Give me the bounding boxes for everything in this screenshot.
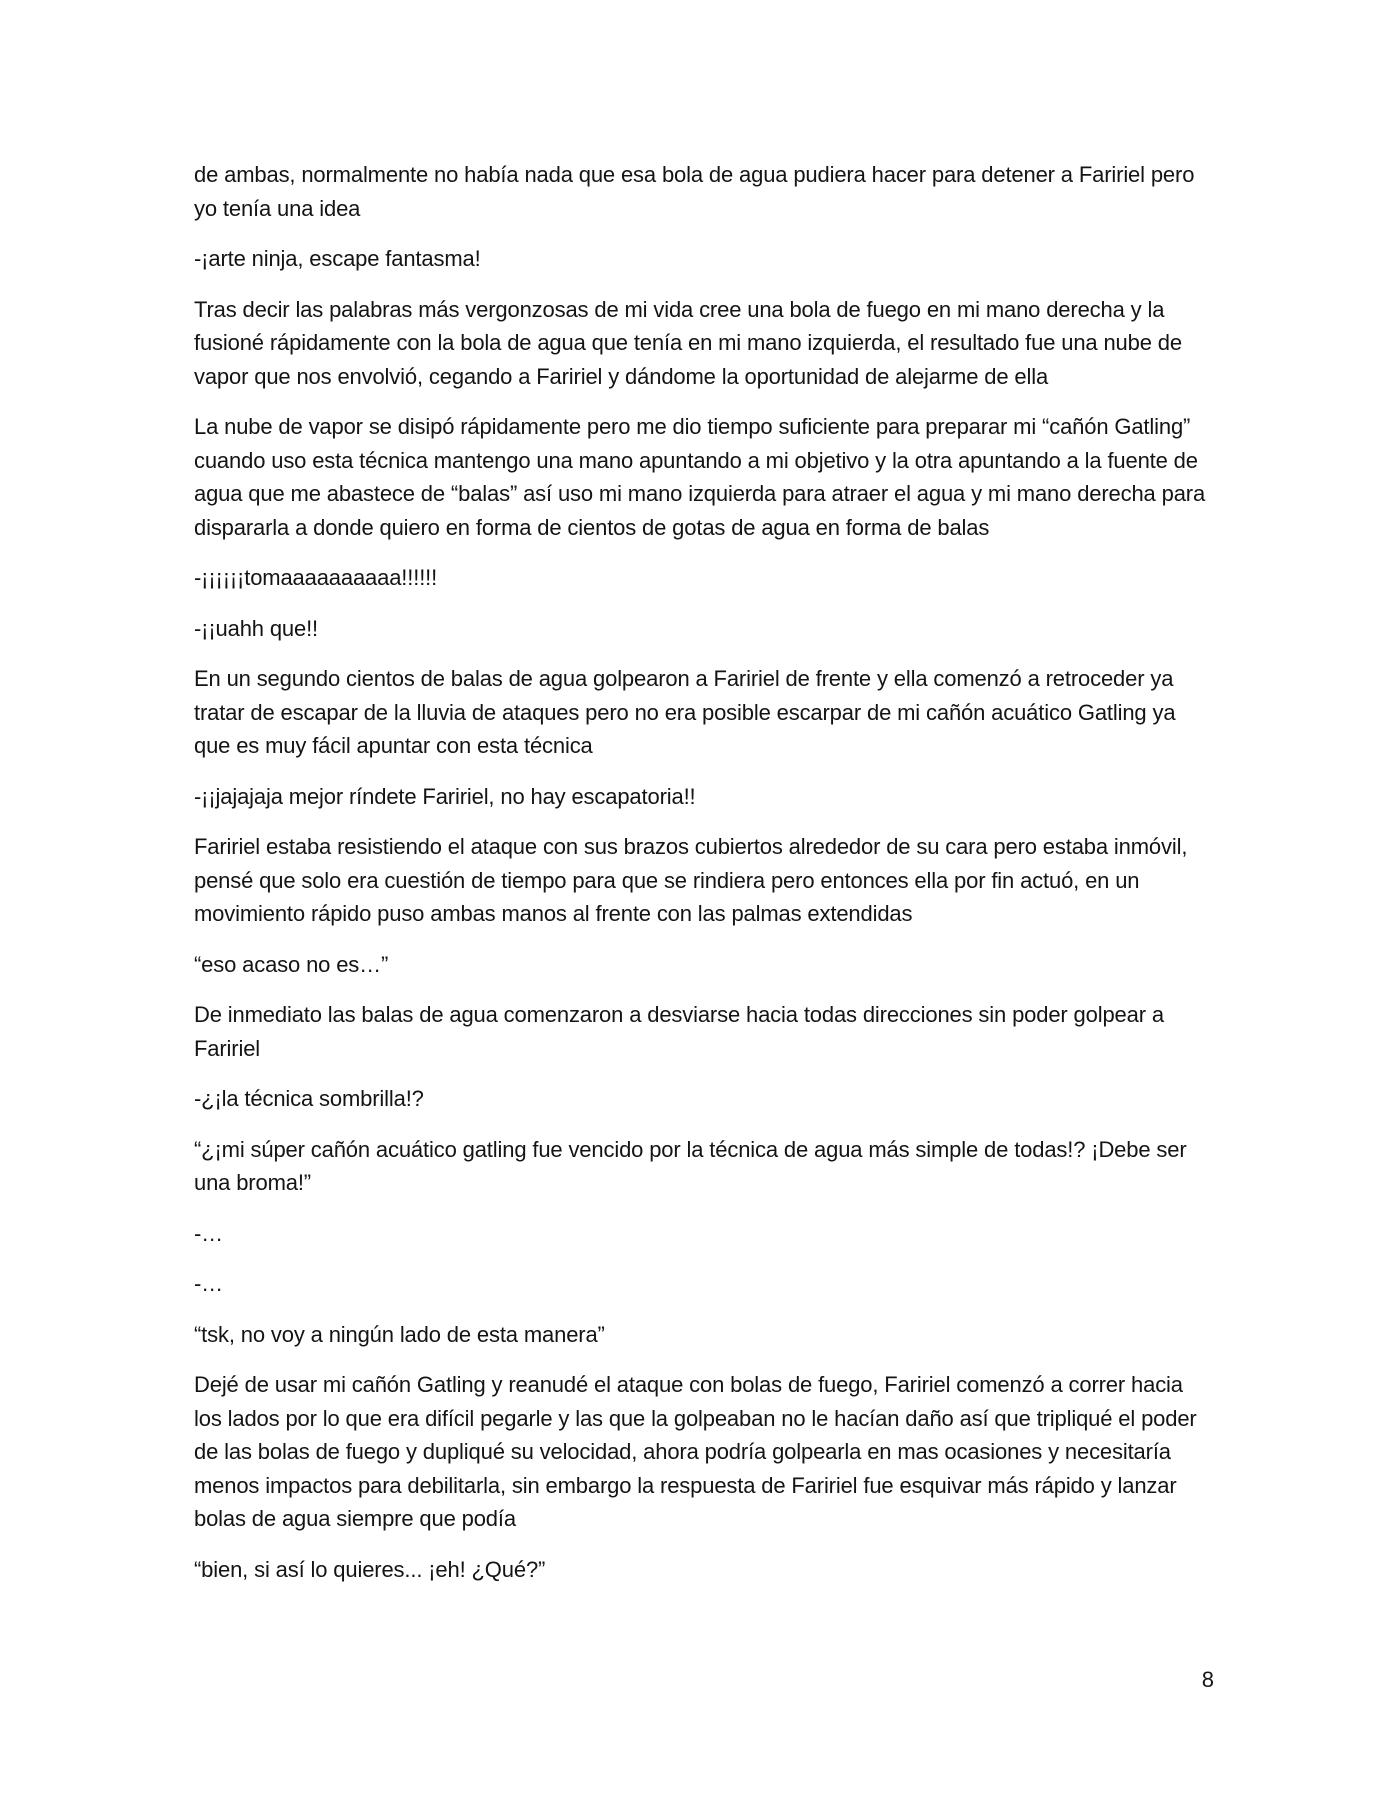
dialogue-line: -¡¡jajajaja mejor ríndete Faririel, no hay escapatoria!! bbox=[194, 783, 696, 809]
dialogue-line: -… bbox=[194, 1220, 224, 1246]
page-number: 8 bbox=[1201, 1667, 1214, 1692]
paragraph: De inmediato las balas de agua comenzaron a desviarse hacia todas direcciones sin poder golpear a Faririel bbox=[194, 1002, 1164, 1061]
thought-line: “tsk, no voy a ningún lado de esta manera” bbox=[194, 1321, 605, 1347]
dialogue-line: -¡arte ninja, escape fantasma! bbox=[194, 246, 481, 271]
dialogue-line: -¡¡¡¡¡¡tomaaaaaaaaaa!!!!!! bbox=[194, 565, 438, 590]
paragraph: Tras decir las palabras más vergonzosas de mi vida cree una bola de fuego en mi mano derecha y la fusioné rápidamente con la bola de agua que tenía en mi mano izquierda, el resultado fue una nube de vapor que nos envolvió, cegando a Faririel y dándome la oportunidad de alejarme de ella bbox=[194, 296, 1182, 389]
paragraph: En un segundo cientos de balas de agua golpearon a Faririel de frente y ella comenzó a retroceder ya tratar de escapar de la lluvia de ataques pero no era posible escarpar de mi cañón acuático Gatling ya que es muy fácil apuntar con esta técnica bbox=[194, 666, 1176, 758]
dialogue-line: -… bbox=[194, 1271, 224, 1296]
thought-line: “eso acaso no es…” bbox=[194, 951, 389, 977]
paragraph: La nube de vapor se disipó rápidamente pero me dio tiempo suficiente para preparar mi “cañón Gatling” cuando uso esta técnica mantengo una mano apuntando a mi objetivo y la otra apuntando a la fuente de agua que me abastece de “balas” así uso mi mano izquierda para atraer el agua y mi mano derecha para dispararla a donde quiero en forma de cientos de gotas de agua en forma de balas bbox=[194, 414, 1206, 540]
paragraph: de ambas, normalmente no había nada que esa bola de agua pudiera hacer para detener a Faririel pero yo tenía una idea bbox=[194, 162, 1195, 221]
dialogue-line: -¿¡la técnica sombrilla!? bbox=[194, 1086, 424, 1111]
paragraph: Faririel estaba resistiendo el ataque con sus brazos cubiertos alrededor de su cara pero estaba inmóvil, pensé que solo era cuestión de tiempo para que se rindiera pero entonces ella por fin actuó, en un movimiento rápido puso ambas manos al frente con las palmas extendidas bbox=[194, 834, 1188, 926]
dialogue-line: -¡¡uahh que!! bbox=[194, 615, 319, 641]
text-body bbox=[194, 158, 1210, 1603]
thought-line: “bien, si así lo quieres... ¡eh! ¿Qué?” bbox=[194, 1556, 546, 1582]
thought-line: “¿¡mi súper cañón acuático gatling fue vencido por la técnica de agua más simple de todas!? ¡Debe ser una broma!” bbox=[194, 1136, 1187, 1195]
paragraph: Dejé de usar mi cañón Gatling y reanudé el ataque con bolas de fuego, Faririel comenzó a correr hacia los lados por lo que era difícil pegarle y las que la golpeaban no le hacían daño así que tripliqué el poder de las bolas de fuego y dupliqué su velocidad, ahora podría golpearla en mas ocasiones y necesitaría menos impactos para debilitarla, sin embargo la respuesta de Faririel fue esquivar más rápido y lanzar bolas de agua siempre que podía bbox=[194, 1372, 1197, 1531]
